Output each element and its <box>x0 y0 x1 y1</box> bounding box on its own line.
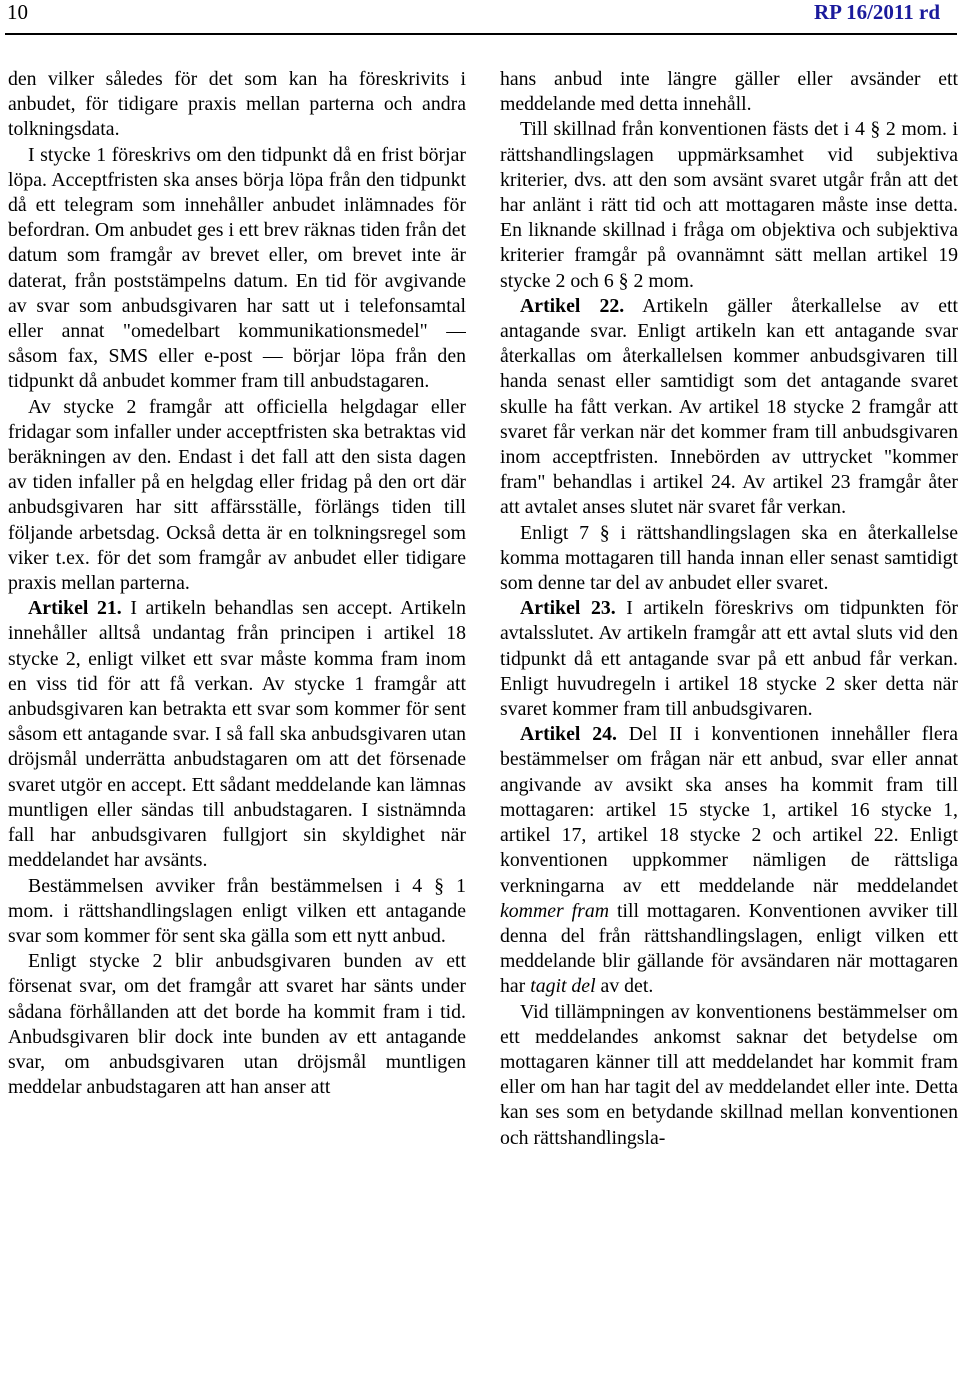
paragraph-text: Del II i konventionen innehåller flera bestämmelser om frågan när ett anbud, svar eller annat angivande av avsikt ska anses ha kommit fram till mottagaren: artikel 15 stycke 1, artikel 16 stycke 1, artikel 17, artikel 18 stycke 2 och artikel 22. Enligt konventionen uppkommer nämligen de rättsliga verkningarna av ett meddelande när meddelandet <box>500 723 958 897</box>
article-heading: Artikel 21. <box>28 597 122 620</box>
left-column <box>8 67 466 1382</box>
article-heading: Artikel 23. <box>520 597 616 620</box>
paragraph: Enligt stycke 2 blir anbudsgivaren bunden av ett försenat svar, om det framgår att svaret har sänts under sådana förhållanden att det borde ha kommit fram i tid. Anbudsgivaren blir dock inte bunden av ett antagande svar, om anbudsgivaren utan dröjsmål muntligen meddelar anbudstagaren att han anser att <box>8 950 466 1099</box>
right-column <box>500 67 958 1382</box>
paragraph <box>500 722 958 999</box>
emphasis: tagit del <box>530 975 596 998</box>
paragraph-text: till mottagaren. Konventionen avviker till denna del från rättshandlingslagen, enligt vilken ett meddelande blir gällande för avsändaren när mottagaren har <box>500 899 958 998</box>
paragraph-text: av det. <box>595 975 654 998</box>
paragraph-text: I artikeln behandlas sen accept. Artikeln innehåller alltså undantag från principen i artikel 18 stycke 2, enligt vilket ett svar måste komma fram inom en viss tid för att få verkan. Av stycke 1 framgår att anbudsgivaren kan betrakta ett svar som kommer för sent såsom ett antagande svar. I så fall ska anbudsgivaren utan dröjsmål underrätta anbudstagaren om att det försenade svaret utgör en accept. Ett sådant meddelande kan lämnas muntligen eller sändas till anbudstagaren. I sistnämnda fall har anbudsgivaren fullgjort sin skyldighet när meddelandet har avsänts. <box>8 597 466 872</box>
paragraph-text: I artikeln föreskrivs om tidpunkten för avtalsslutet. Av artikeln framgår att ett avtal sluts vid den tidpunkt då ett antagande svar på ett anbud får verkan. Enligt huvudregeln i artikel 18 stycke 2 sker detta när svaret kommer fram till anbudsgivaren. <box>500 597 958 721</box>
paragraph: I stycke 1 föreskrivs om den tidpunkt då en frist börjar löpa. Acceptfristen ska anses börja löpa från den tidpunkt då ett telegram som innehåller anbudet inlämnades för befordran. Om anbudet ges i ett brev räknas tiden från det datum som framgår av brevet eller, om brevet inte är daterat, från poststämpelns datum. En tid för avgivande av svar som anbudsgivaren har satt ut i telefonsamtal eller annat "omedelbart kommunikationsmedel" — såsom fax, SMS eller e-post — börjar löpa från den tidpunkt då anbudet kommer fram till anbudstagaren. <box>8 143 466 393</box>
paragraph: Enligt 7 § i rättshandlingslagen ska en återkallelse komma mottagaren till handa innan eller senast samtidigt som denne tar del av anbudet eller svaret. <box>500 521 958 595</box>
paragraph: Vid tillämpningen av konventionens bestämmelser om ett meddelandes ankomst saknar det betydelse om mottagaren känner till att meddelandet har kommit fram eller om han har tagit del av meddelandet eller inte. Detta kan ses som en betydande skillnad mellan konventionen och rättshandlingsla- <box>500 1000 958 1149</box>
header-rule <box>5 33 957 35</box>
paragraph: hans anbud inte längre gäller eller avsänder ett meddelande med detta innehåll. <box>500 68 958 116</box>
article-heading: Artikel 22. <box>520 294 625 317</box>
page-header <box>0 0 960 30</box>
document-reference: RP 16/2011 rd <box>813 0 940 24</box>
paragraph <box>8 596 466 873</box>
paragraph: Av stycke 2 framgår att officiella helgdagar eller fridagar som infaller under acceptfristen ska betraktas vid beräkningen av den. Endast i det fall att den sista dagen av tiden infaller på en helgdag eller fridag på den ort där anbudsgivaren har sitt affärsställe, förlängs tiden till följande arbetsdag. Också detta är en tolkningsregel som viker t.ex. för det som framgår av anbudet eller tidigare praxis mellan parterna. <box>8 395 466 595</box>
paragraph <box>500 294 958 521</box>
paragraph-text: Artikeln gäller återkallelse av ett antagande svar. Enligt artikeln kan ett antagande svar återkallas om återkallelsen kommer anbudsgivaren till handa senast eller samtidigt som det antagande svaret skulle ha fått verkan. Av artikel 18 stycke 2 framgår att svaret får verkan när det kommer fram till anbudsgivaren inom acceptfristen. Innebörden av uttrycket "kommer fram" behandlas i artikel 24. Av artikel 23 framgår åter att avtalet anses slutet när svaret får verkan. <box>500 294 958 519</box>
page-number: 10 <box>7 0 28 24</box>
article-heading: Artikel 24. <box>520 723 617 746</box>
paragraph <box>500 596 958 722</box>
emphasis: kommer fram <box>500 899 610 922</box>
paragraph: den vilker således för det som kan ha föreskrivits i anbudet, för tidigare praxis mellan parterna och andra tolkningsdata. <box>8 68 466 141</box>
paragraph: Bestämmelsen avviker från bestämmelsen i 4 § 1 mom. i rättshandlingslagen enligt vilken ett antagande svar som kommer för sent ska gälla som ett nytt anbud. <box>8 874 466 947</box>
paragraph: Till skillnad från konventionen fästs det i 4 § 2 mom. i rättshandlingslagen uppmärksamhet vid subjektiva kriterier, dvs. att den som avsänt svaret utgår från att det har anlänt i rätt tid och att mottagaren måste inse detta. En liknande skillnad i fråga om objektiva och subjektiva kriterier framgår på ovannämnt sätt mellan artikel 19 stycke 2 och 6 § 2 mom. <box>500 118 958 292</box>
